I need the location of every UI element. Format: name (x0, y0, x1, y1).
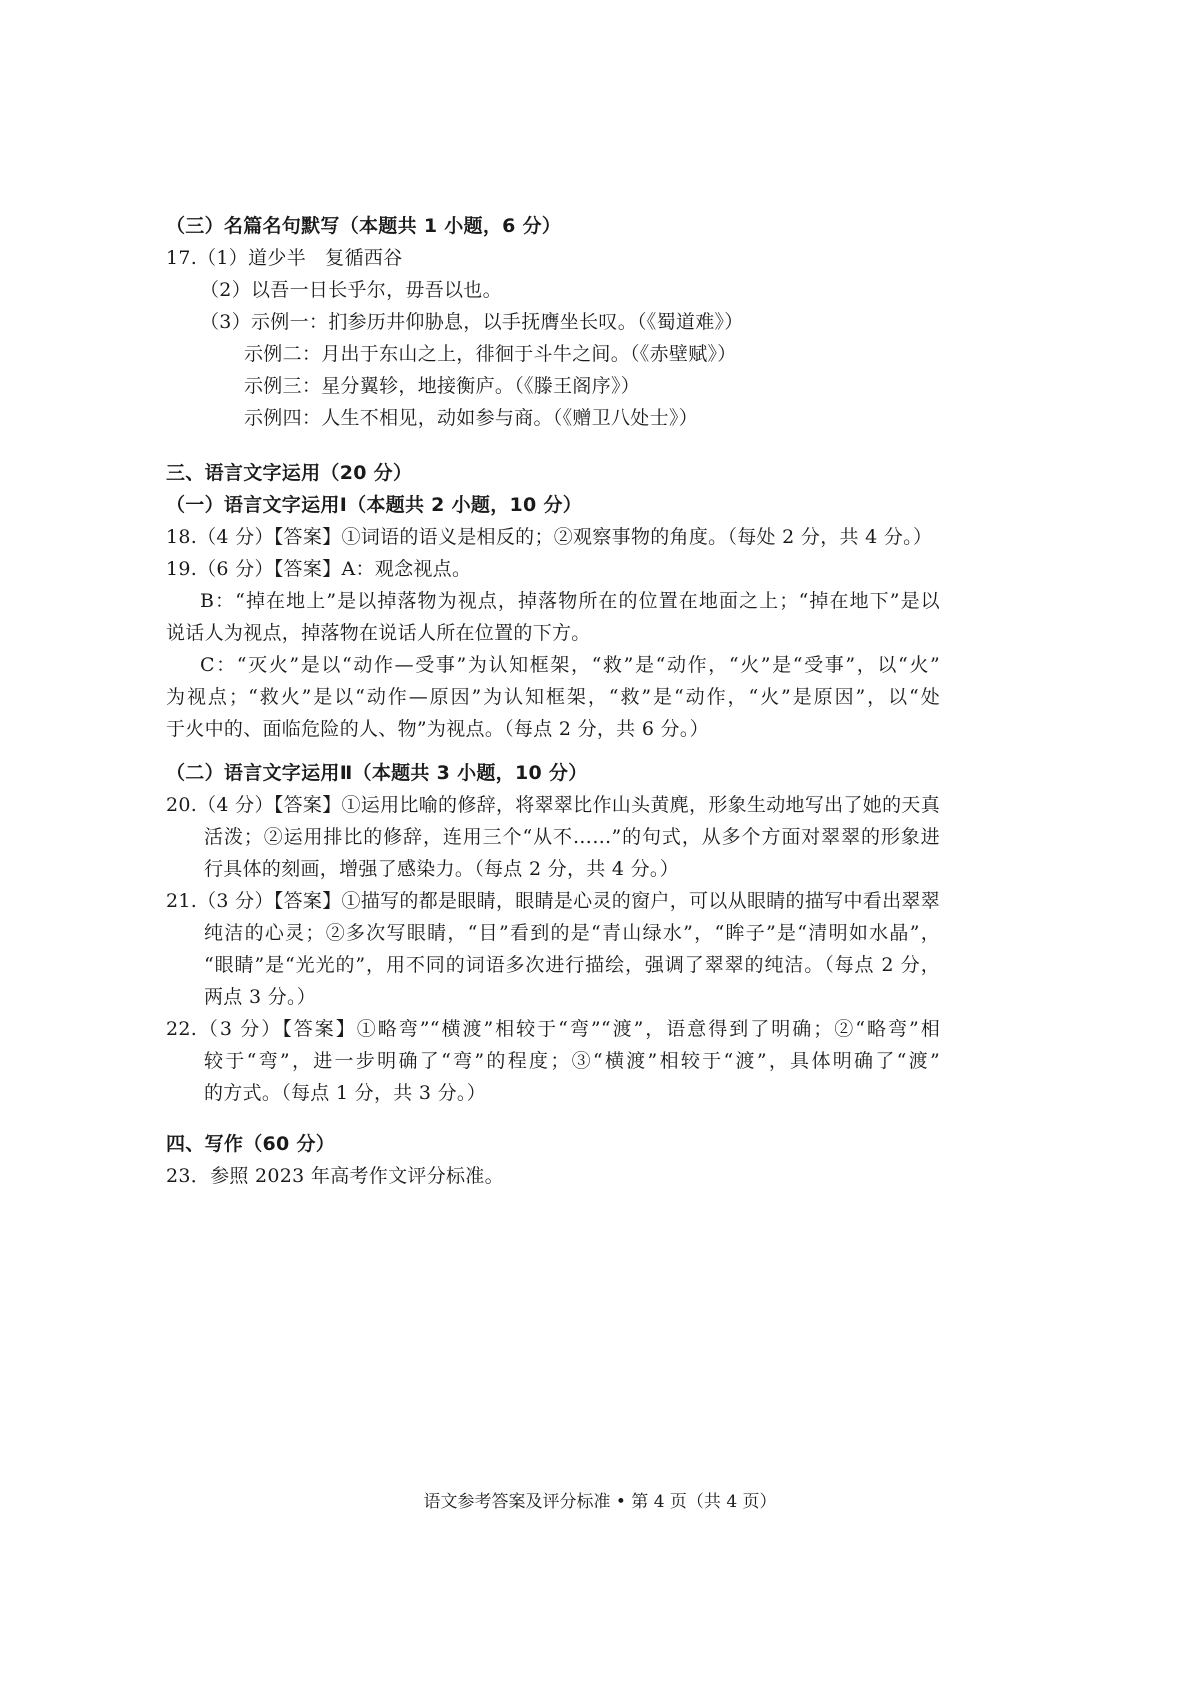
page-footer: 语文参考答案及评分标准 • 第 4 页（共 4 页） (423, 1492, 777, 1512)
q20-line-2: 活泼；②运用排比的修辞，连用三个“从不……”的句式，从多个方面对翠翠的形象进 (204, 826, 940, 848)
part3-heading: 三、语言文字运用（20 分） (166, 462, 413, 484)
q17-line-2: （2）以吾一日长乎尔，毋吾以也。 (200, 279, 502, 301)
q17-line-4: 示例二：月出于东山之上，徘徊于斗牛之间。（《赤壁赋》） (244, 343, 737, 365)
q19-line-1: 19.（6 分）【答案】A：观念视点。 (166, 558, 472, 580)
q17-line-5: 示例三：星分翼轸，地接衡庐。（《滕王阁序》） (244, 375, 641, 397)
q21-line-1: 21.（3 分）【答案】①描写的都是眼睛，眼睛是心灵的窗户，可以从眼睛的描写中看出翠翠 (166, 890, 940, 912)
q19-line-5: 为视点；“救火”是以“动作—原因”为认知框架，“救”是“动作，“火”是原因”，以“处 (166, 686, 940, 708)
q22-line-1: 22.（3 分）【答案】①略弯”“横渡”相较于“弯”“渡”，语意得到了明确；②“略弯”相 (166, 1018, 940, 1040)
part4-heading: 四、写作（60 分） (166, 1133, 336, 1155)
q18-line: 18.（4 分）【答案】①词语的语义是相反的；②观察事物的角度。（每处 2 分，共 4 分。） (166, 526, 933, 548)
q23-line: 23．参照 2023 年高考作文评分标准。 (166, 1165, 504, 1187)
part3-sub1-heading: （一）语言文字运用Ⅰ（本题共 2 小题，10 分） (166, 494, 583, 516)
q21-line-4: 两点 3 分。） (204, 986, 317, 1008)
part3-sub2-heading: （二）语言文字运用Ⅱ（本题共 3 小题，10 分） (166, 762, 588, 784)
q21-line-2: 纯洁的心灵；②多次写眼睛，“目”看到的是“青山绿水”，“眸子”是“清明如水晶”， (204, 922, 940, 944)
q17-line-3: （3）示例一：扪参历井仰胁息，以手抚膺坐长叹。（《蜀道难》） (200, 311, 744, 333)
q19-line-2: B：“掉在地上”是以掉落物为视点，掉落物所在的位置在地面之上；“掉在地下”是以 (200, 590, 940, 612)
q17-line-1: 17.（1）道少半 复循西谷 (166, 247, 403, 269)
q22-line-3: 的方式。（每点 1 分，共 3 分。） (204, 1082, 487, 1104)
q19-line-4: C：“灭火”是以“动作—受事”为认知框架，“救”是“动作，“火”是“受事”，以“火” (200, 654, 940, 676)
section-heading-mingpian: （三）名篇名句默写（本题共 1 小题，6 分） (166, 215, 562, 237)
q21-line-3: “眼睛”是“光光的”，用不同的词语多次进行描绘，强调了翠翠的纯洁。（每点 2 分， (204, 954, 940, 976)
q22-line-2: 较于“弯”，进一步明确了“弯”的程度；③“横渡”相较于“渡”，具体明确了“渡” (204, 1050, 940, 1072)
q19-line-6: 于火中的、面临危险的人、物”为视点。（每点 2 分，共 6 分。） (166, 718, 709, 740)
q20-line-1: 20.（4 分）【答案】①运用比喻的修辞，将翠翠比作山头黄麂，形象生动地写出了她的天真 (166, 794, 940, 816)
q20-line-3: 行具体的刻画，增强了感染力。（每点 2 分，共 4 分。） (204, 858, 680, 880)
q19-line-3: 说话人为视点，掉落物在说话人所在位置的下方。 (166, 622, 591, 644)
q17-line-6: 示例四：人生不相见，动如参与商。（《赠卫八处士》） (244, 407, 699, 429)
